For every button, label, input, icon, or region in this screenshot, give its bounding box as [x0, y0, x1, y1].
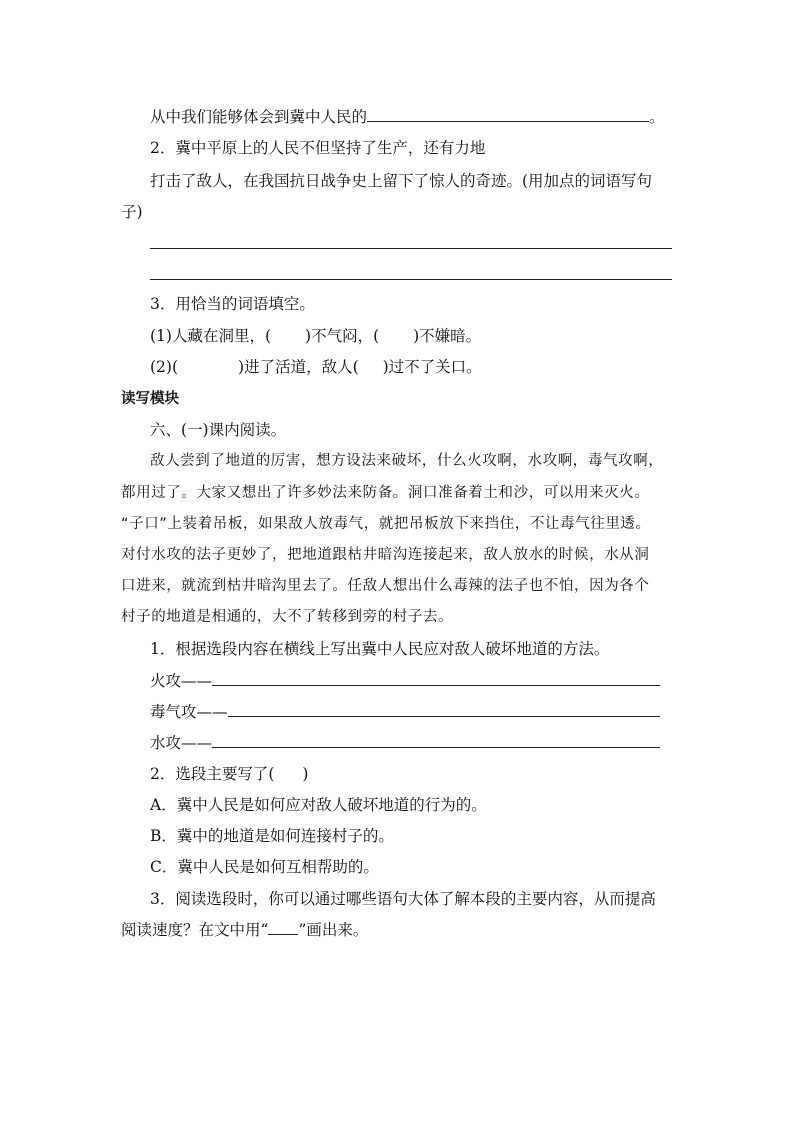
question-intro-text: 从中我们能够体会到冀中人民的 — [150, 108, 368, 126]
reading-q2-option-c: C．冀中人民是如何互相帮助的。 — [150, 858, 379, 876]
r3-underline-sample — [268, 921, 298, 935]
q3-1-part-b: )不气闷，( — [305, 327, 380, 345]
reading-q1-gas — [150, 701, 660, 723]
reading-q2-option-a: A．冀中人民是如何应对敌人破坏地道的行为的。 — [150, 796, 487, 814]
reading-q3-line1: 3．阅读选段时，你可以通过哪些语句大体了解本段的主要内容，从而提高 — [150, 890, 656, 908]
part-6-title: 六、(一)课内阅读。 — [150, 421, 287, 439]
q3-2-part-c: )过不了关口。 — [382, 358, 482, 376]
fire-label: 火攻—— — [150, 672, 213, 690]
r3-line2-b: ”画出来。 — [298, 921, 369, 939]
r2-title-b: ) — [302, 765, 309, 783]
passage-line-4: 对付水攻的法子更妙了，把地道跟枯井暗沟连接起来，敌人放水的时候，水从洞 — [121, 547, 650, 563]
r3-line2-a: 阅读速度？在文中用“ — [121, 921, 269, 939]
water-label: 水攻—— — [150, 734, 213, 752]
question-intro-end: 。 — [649, 108, 665, 126]
reading-q1-title: 1．根据选段内容在横线上写出冀中人民应对敌人破坏地道的方法。 — [150, 640, 610, 658]
water-answer-blank[interactable] — [212, 732, 660, 748]
r2-title-a: 2．选段主要写了( — [150, 765, 275, 783]
reading-q1-fire — [150, 670, 660, 692]
gas-label: 毒气攻—— — [150, 703, 228, 721]
q3-2-part-a: (2)( — [150, 358, 179, 376]
q3-1-part-a: (1)人藏在洞里，( — [150, 327, 272, 345]
gas-answer-blank[interactable] — [228, 701, 660, 717]
q3-1-part-c: )不嫌暗。 — [413, 327, 482, 345]
passage-line-1: 敌人尝到了地道的厉害，想方设法来破坏，什么火攻啊，水攻啊，毒气攻啊， — [150, 453, 664, 469]
question-3-item-2 — [150, 356, 482, 378]
answer-blank[interactable] — [367, 106, 649, 122]
fire-answer-blank[interactable] — [212, 670, 660, 686]
question-3-title: 3．用恰当的词语填空。 — [150, 295, 315, 313]
answer-line-1[interactable] — [150, 248, 672, 249]
question-3-item-1 — [150, 325, 481, 347]
reading-q2-option-b: B．冀中的地道是如何连接村子的。 — [150, 827, 394, 845]
section-title: 读写模块 — [121, 390, 179, 407]
passage-line-6: 村子的地道是相通的，大不了转移到旁的村子去。 — [121, 609, 454, 625]
passage-line-2: 都用过了。大家又想出了许多妙法来防备。洞口准备着土和沙，可以用来灭火。 — [121, 485, 650, 501]
passage-line-3: “子口”上装着吊板，如果敌人放毒气，就把吊板放下来挡住，不让毒气往里透。 — [121, 516, 651, 532]
reading-q3-line2 — [121, 919, 368, 941]
passage-line-5: 口进来，就流到枯井暗沟里去了。任敌人想出什么毒辣的法子也不怕，因为各个 — [121, 578, 650, 594]
question-intro — [150, 106, 665, 128]
question-2-line2: 打击了敌人，在我国抗日战争史上留下了惊人的奇迹。(用加点的词语写句 — [150, 172, 653, 190]
answer-line-2[interactable] — [150, 279, 672, 280]
reading-q2-title — [150, 763, 308, 785]
question-2-line1: 2．冀中平原上的人民不但坚持了生产，还有力地 — [150, 139, 486, 157]
reading-q1-water — [150, 732, 660, 754]
question-2-line3: 子) — [121, 203, 143, 221]
q3-2-part-b: )进了活道，敌人( — [238, 358, 359, 376]
